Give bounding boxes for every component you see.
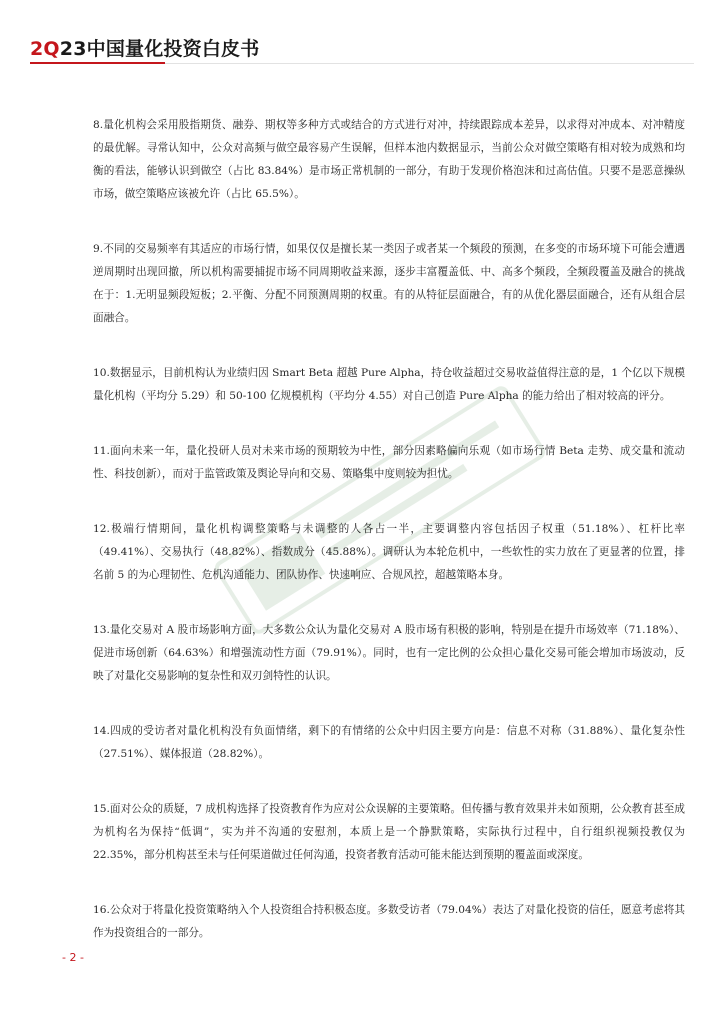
paragraph-14: 14.四成的受访者对量化机构没有负面情绪，剩下的有情绪的公众中归因主要方向是：信息不对称（31.88%）、量化复杂性（27.51%）、媒体报道（28.82%）。 <box>93 725 685 760</box>
paragraph-11: 11.面向未来一年，量化投研人员对未来市场的预期较为中性，部分因素略偏向乐观（如市场行情 Beta 走势、成交量和流动性、科技创新），而对于监管政策及舆论导向和交易、策略集中度则较为担忧。 <box>93 445 685 480</box>
header-accent-rule <box>30 62 165 64</box>
document-title-rest: 23中国量化投资白皮书 <box>59 38 260 60</box>
paragraph-15: 15.面对公众的质疑，7 成机构选择了投资教育作为应对公众误解的主要策略。但传播与教育效果并未如预期，公众教育甚至成为机构名为保持“低调”，实为并不沟通的安慰剂，本质上是一个静默策略，实际执行过程中，自行组织视频投教仅为 22.35%，部分机构甚至未与任何渠道做过任何沟通，投资者教育活动可能未能达到预期的覆盖面或深度。 <box>93 803 685 861</box>
paragraph-12: 12.极端行情期间，量化机构调整策略与未调整的人各占一半，主要调整内容包括因子权重（51.18%）、杠杆比率（49.41%）、交易执行（48.82%）、指数成分（45.88%）。调研认为本轮危机中，一些软性的实力放在了更显著的位置，排名前 5 的为心理韧性、危机沟通能力、团队协作、快速响应、合规风控，超越策略本身。 <box>93 523 685 581</box>
paragraph-10: 10.数据显示，目前机构认为业绩归因 Smart Beta 超越 Pure Alpha，持仓收益超过交易收益值得注意的是，1 个亿以下规模量化机构（平均分 5.29）和 50-100 亿规模机构（平均分 4.55）对自己创造 Pure Alpha 的能力给出了相对较高的评分。 <box>93 367 685 402</box>
page-number: - 2 - <box>62 951 84 964</box>
paragraph-8: 8.量化机构会采用股指期货、融券、期权等多种方式或结合的方式进行对冲，持续跟踪成本差异，以求得对冲成本、对冲精度的最优解。寻常认知中，公众对高频与做空最容易产生误解，但样本池内数据显示，当前公众对做空策略有相对较为成熟和均衡的看法，能够认识到做空（占比 83.84%）是市场正常机制的一部分，有助于发现价格泡沫和过高估值。只要不是恶意操纵市场，做空策略应该被允许（占比 65.5%）。 <box>93 119 685 200</box>
main-content <box>93 114 685 977</box>
document-title-accent: 2Q <box>30 38 60 60</box>
header-divider <box>165 63 694 64</box>
paragraph-13: 13.量化交易对 A 股市场影响方面，大多数公众认为量化交易对 A 股市场有积极的影响，特别是在提升市场效率（71.18%）、促进市场创新（64.63%）和增强流动性方面（79.91%）。同时，也有一定比例的公众担心量化交易可能会增加市场波动，反映了对量化交易影响的复杂性和双刃剑特性的认识。 <box>93 624 685 682</box>
page-header <box>30 34 259 61</box>
document-title <box>30 34 259 61</box>
paragraph-9: 9.不同的交易频率有其适应的市场行情，如果仅仅是擅长某一类因子或者某一个频段的预测，在多变的市场环境下可能会遭遇逆周期时出现回撤，所以机构需要捕捉市场不同周期收益来源，逐步丰富覆盖低、中、高多个频段，全频段覆盖及融合的挑战在于：1.无明显频段短板；2.平衡、分配不同预测周期的权重。有的从特征层面融合，有的从优化器层面融合，还有从组合层面融合。 <box>93 243 685 324</box>
paragraph-16: 16.公众对于将量化投资策略纳入个人投资组合持积极态度。多数受访者（79.04%）表达了对量化投资的信任，愿意考虑将其作为投资组合的一部分。 <box>93 904 685 939</box>
